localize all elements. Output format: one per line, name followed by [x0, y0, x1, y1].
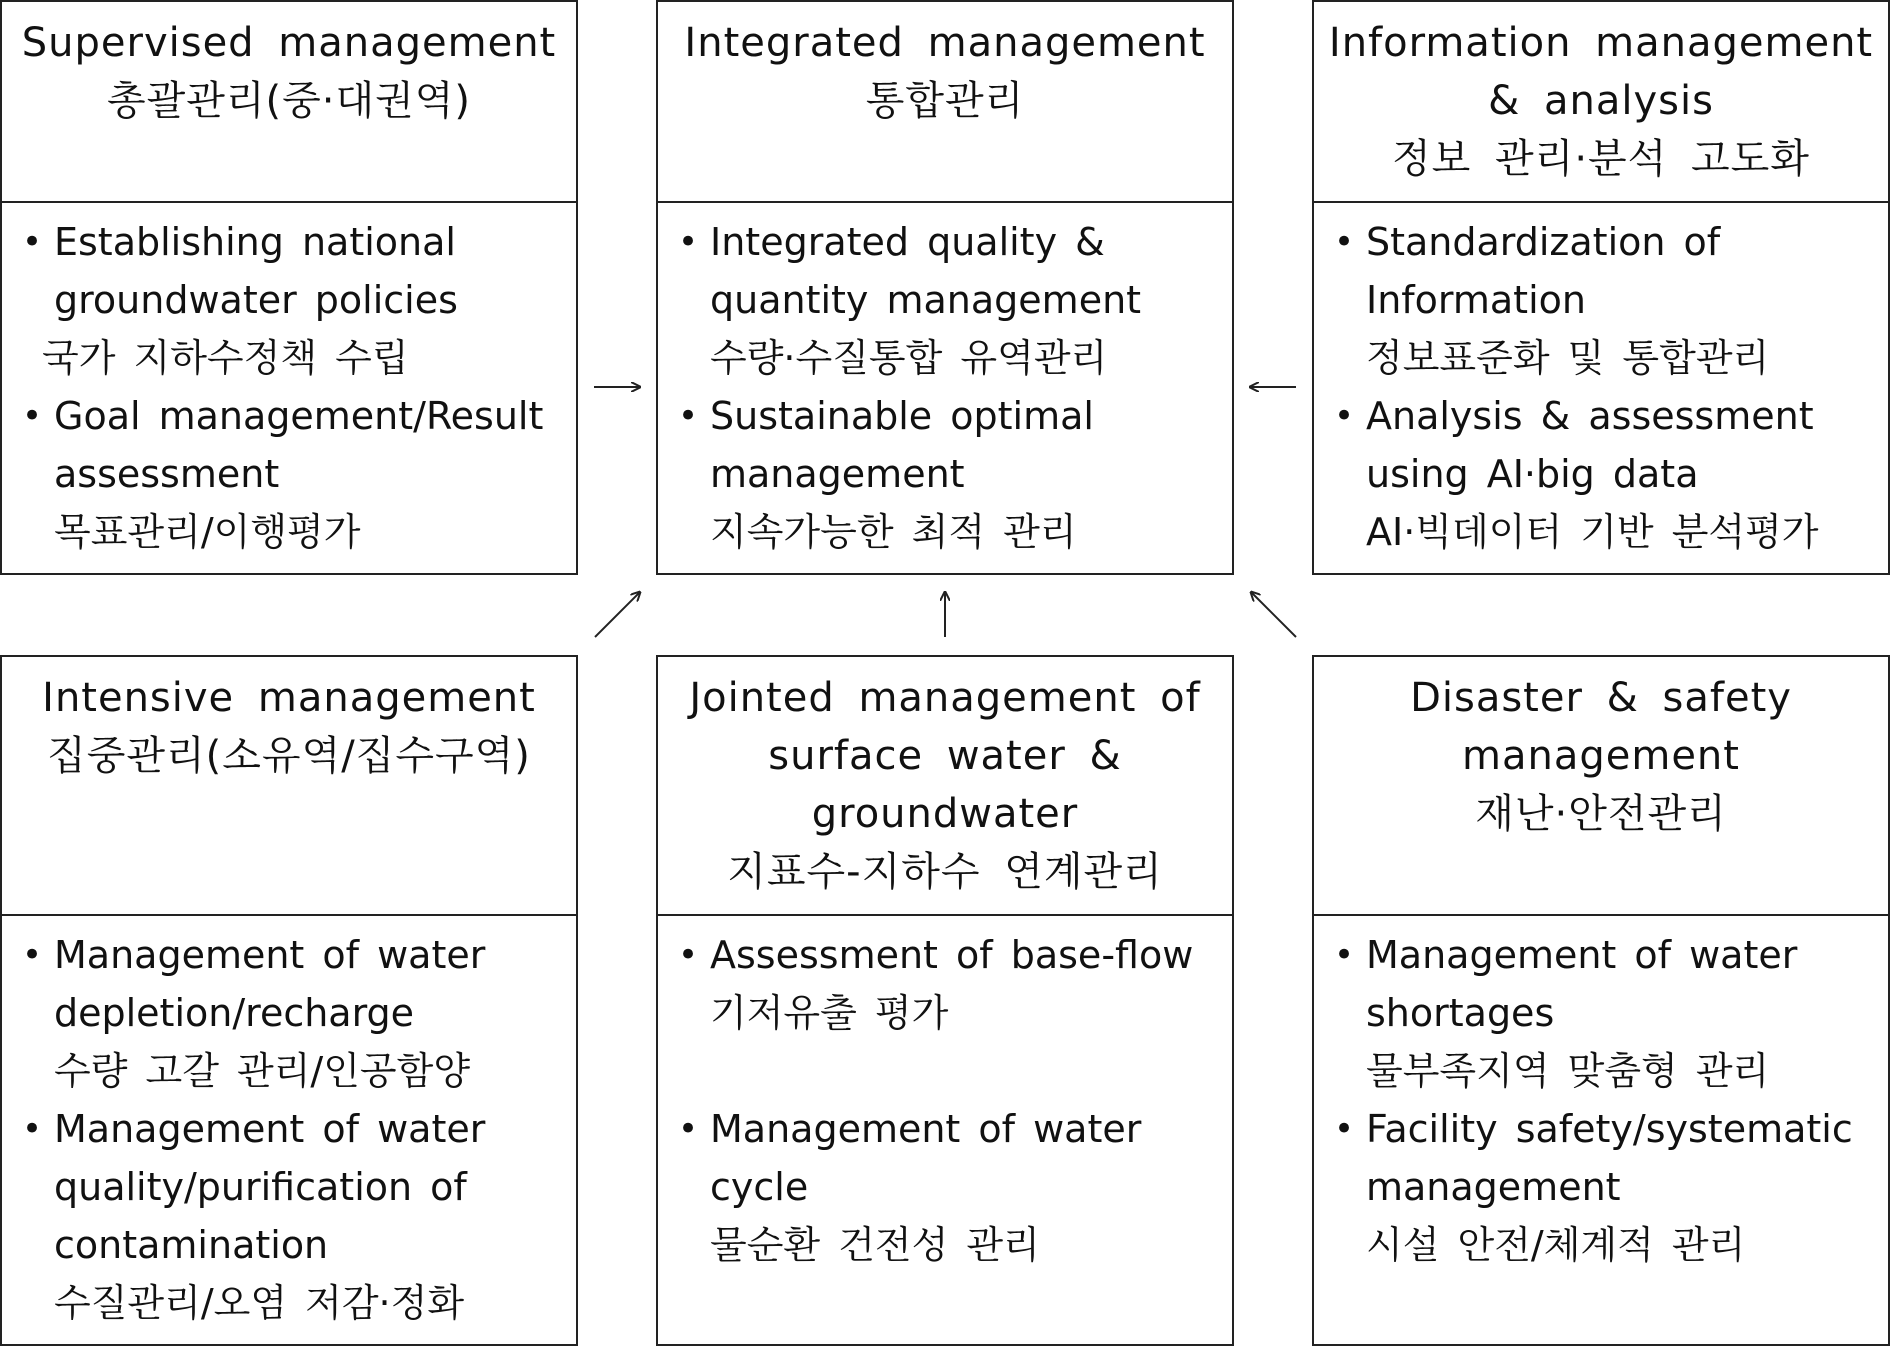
- bullet-line: shortages: [1366, 991, 1555, 1035]
- bullet-line: depletion/recharge: [54, 991, 415, 1035]
- bullet-line: 기저유출 평가: [710, 991, 949, 1035]
- header-line: Information management: [1328, 20, 1874, 66]
- bullet-line: 정보표준화 및 통합관리: [1366, 336, 1770, 380]
- bullet-line: groundwater policies: [54, 278, 458, 322]
- header-line: Supervised management: [21, 20, 557, 66]
- arrow-up-left-icon: [1251, 592, 1296, 637]
- arrow-up-right-icon: [595, 592, 640, 637]
- header-line: Disaster & safety: [1410, 675, 1792, 721]
- header-line: 통합관리: [865, 78, 1025, 124]
- bullet-line: cycle: [710, 1165, 809, 1209]
- bullet-line: management: [710, 452, 965, 496]
- bullet-line: • Management of water: [1366, 933, 1798, 977]
- bullet-line: 지속가능한 최적 관리: [710, 510, 1077, 554]
- bullet-line: • Standardization of: [1366, 220, 1721, 264]
- header-line: & analysis: [1488, 78, 1714, 124]
- bullet-line: • Assessment of base-flow: [710, 933, 1194, 977]
- bullet-line: • Establishing national: [54, 220, 456, 264]
- header-line: 총괄관리(중·대권역): [106, 78, 472, 124]
- bullet-line: 국가 지하수정책 수립: [42, 336, 409, 380]
- bullet-line: 수질관리/오염 저감·정화: [54, 1281, 465, 1325]
- header-line: 정보 관리·분석 고도화: [1392, 136, 1810, 182]
- header-line: groundwater: [811, 791, 1079, 837]
- bullet-line: 물순환 건전성 관리: [710, 1223, 1040, 1267]
- bullet-line: assessment: [54, 452, 280, 496]
- header-line: management: [1462, 733, 1740, 779]
- bullet-line: • Goal management/Result: [54, 394, 544, 438]
- bullet-line: AI·빅데이터 기반 분석평가: [1366, 510, 1819, 554]
- bullet-line: 수량 고갈 관리/인공함양: [54, 1049, 471, 1093]
- header-line: surface water &: [768, 733, 1122, 779]
- bullet-line: 시설 안전/체계적 관리: [1366, 1223, 1746, 1267]
- header-line: Intensive management: [42, 675, 536, 721]
- header-line: 재난·안전관리: [1475, 791, 1727, 837]
- bullet-line: 수량·수질통합 유역관리: [710, 336, 1108, 380]
- header-line: Jointed management of: [689, 675, 1201, 721]
- header-line: Integrated management: [684, 20, 1206, 66]
- bullet-line: quantity management: [710, 278, 1142, 322]
- bullet-line: using AI·big data: [1366, 452, 1699, 496]
- header-line: 집중관리(소유역/집수구역): [47, 733, 531, 779]
- bullet-line: • Management of water: [54, 1107, 486, 1151]
- header-line: 지표수-지하수 연계관리: [727, 849, 1163, 895]
- bullet-line: • Facility safety/systematic: [1366, 1107, 1853, 1151]
- bullet-line: • Management of water: [710, 1107, 1142, 1151]
- bullet-line: contamination: [54, 1223, 329, 1267]
- bullet-line: 목표관리/이행평가: [54, 510, 361, 554]
- bullet-line: • Management of water: [54, 933, 486, 977]
- bullet-line: quality/purification of: [54, 1165, 467, 1209]
- bullet-line: • Integrated quality &: [710, 220, 1105, 264]
- bullet-line: 물부족지역 맞춤형 관리: [1366, 1049, 1770, 1093]
- bullet-line: management: [1366, 1165, 1621, 1209]
- bullet-line: • Analysis & assessment: [1366, 394, 1814, 438]
- bullet-line: Information: [1366, 278, 1586, 322]
- bullet-line: • Sustainable optimal: [710, 394, 1094, 438]
